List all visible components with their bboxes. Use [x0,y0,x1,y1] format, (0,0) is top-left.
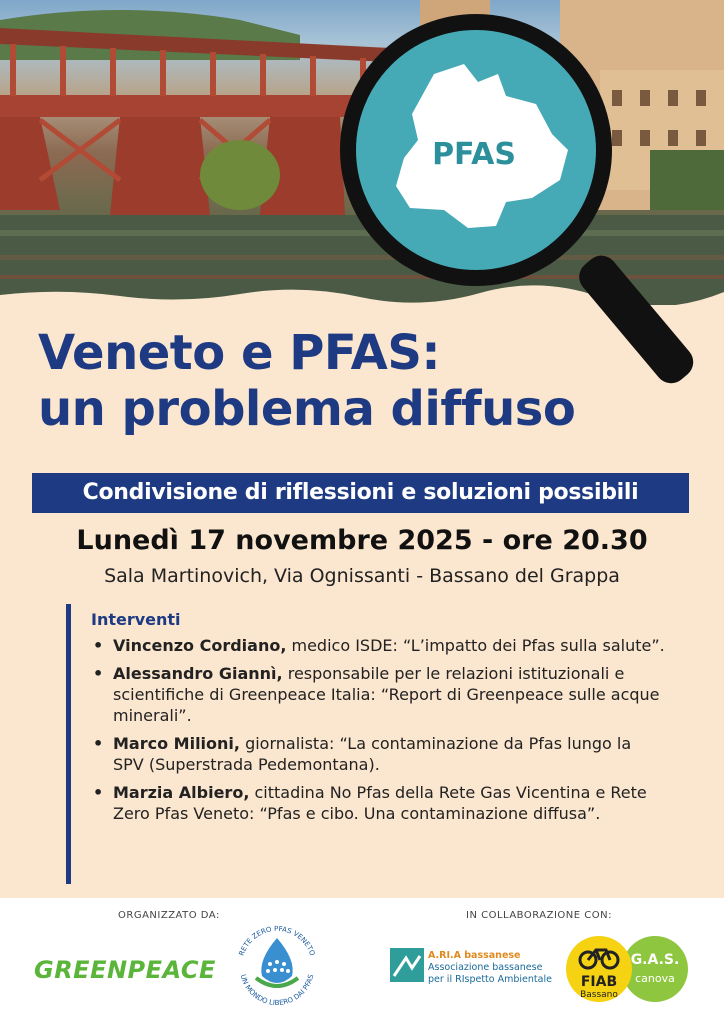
talk-item [91,635,666,656]
bullet-icon: • [93,734,104,753]
speaker-name: Marco Milioni, [113,734,240,753]
talk-item [91,782,666,824]
speaker-name: Marzia Albiero, [113,783,250,802]
speaker-name: Vincenzo Cordiano, [113,636,287,655]
title-line-1: Veneto e PFAS: [38,325,441,381]
organized-by-label: ORGANIZZATO DA: [118,910,220,921]
gas-subtitle: canova [635,972,675,985]
fiab-subtitle: Bassano [580,990,618,1000]
bicycle-icon [566,936,632,976]
speaker-name: Alessandro Giannì, [113,664,283,683]
aria-line-2: Associazione bassanese [428,962,543,973]
collaboration-label: IN COLLABORAZIONE CON: [466,910,612,921]
talks-section [66,604,666,884]
gas-title: G.A.S. [630,952,680,968]
talk-description: giornalista: “La contaminazione da Pfas lungo la SPV (Superstrada Pedemontana). [113,734,632,774]
veneto-map-icon [356,30,596,270]
title-line-2: un problema diffuso [38,381,576,437]
magnifier-lens [340,14,612,286]
talks-heading: Interventi [91,610,181,629]
fiab-title: FIAB [580,974,618,990]
aria-line-3: per il RIspetto Ambientale [428,974,552,985]
bullet-icon: • [93,664,104,683]
talk-description: responsabile per le relazioni istituzionali e scientifiche di Greenpeace Italia: “Report di Greenpeace sulle acque minerali”. [113,664,660,725]
talk-item [91,733,666,775]
aria-logo [390,948,424,982]
map-label: PFAS [432,137,516,172]
aria-line-1: A.RI.A bassanese [428,950,521,961]
subtitle-banner: Condivisione di riflessioni e soluzioni possibili [32,473,689,513]
greenpeace-logo: GREENPEACE [34,956,216,984]
rete-zero-pfas-logo [232,916,322,1016]
talk-item [91,663,666,726]
event-venue: Sala Martinovich, Via Ognissanti - Bassano del Grappa [104,565,620,587]
talk-description: cittadina No Pfas della Rete Gas Vicentina e Rete Zero Pfas Veneto: “Pfas e cibo. Una contaminazione diffusa”. [113,783,647,823]
event-date: Lunedì 17 novembre 2025 - ore 20.30 [76,525,648,556]
bullet-icon: • [93,783,104,802]
bullet-icon: • [93,636,104,655]
rete-top-text: RETE ZERO PFAS VENETO [237,924,317,957]
talk-description: medico ISDE: “L’impatto dei Pfas sulla salute”. [286,636,665,655]
page-title [38,325,658,437]
aria-name [428,950,552,986]
rete-bottom-text: UN MONDO LIBERO DAI PFAS [238,973,316,1008]
